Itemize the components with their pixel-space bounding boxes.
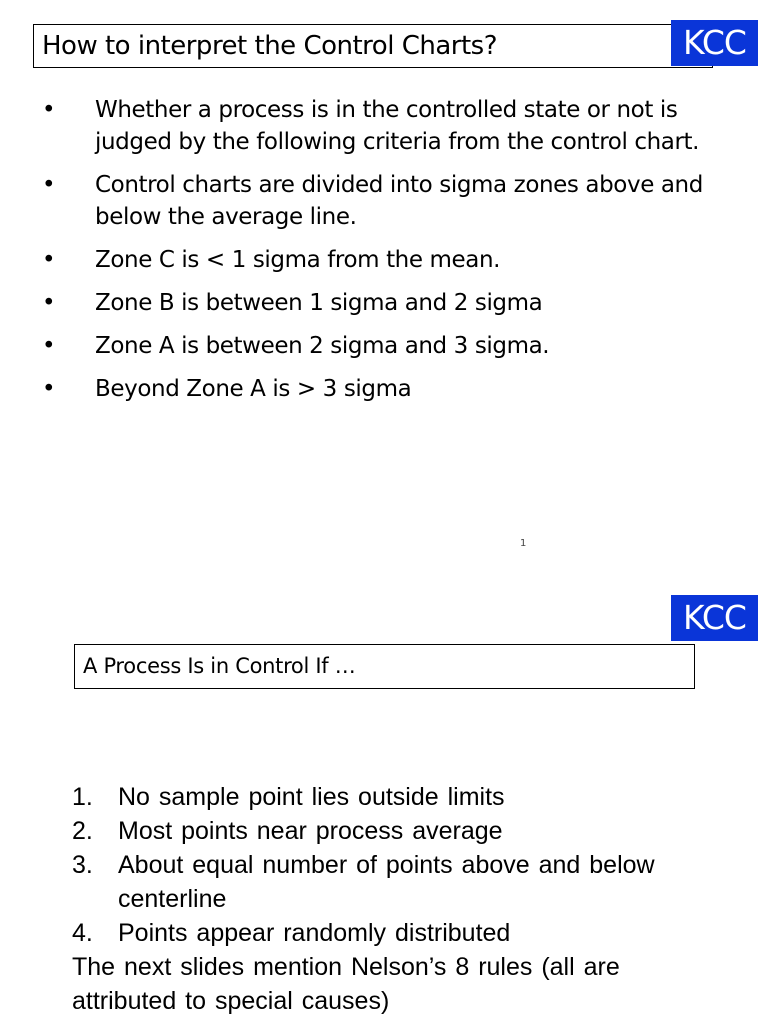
bullet-icon: • (42, 247, 56, 273)
list-item (40, 373, 740, 405)
kcc-logo: KCC (671, 595, 758, 641)
bullet-text: Control charts are divided into sigma zones above and below the average line. (95, 172, 703, 230)
slide-1-title: How to interpret the Control Charts? (33, 24, 713, 68)
list-item (40, 330, 740, 362)
bullet-icon: • (42, 290, 56, 316)
nelson-rules-note: The next slides mention Nelson’s 8 rules (all are attributed to special causes) (72, 953, 620, 1015)
page-number: 1 (520, 538, 527, 549)
rule-number: 2. (72, 817, 93, 845)
slide-2-title: A Process Is in Control If … (74, 644, 695, 689)
list-item (72, 780, 692, 814)
bullet-text: Zone B is between 1 sigma and 2 sigma (95, 290, 543, 316)
rule-text: About equal number of points above and below centerline (118, 851, 655, 913)
list-item (72, 848, 692, 916)
bullet-text: Zone C is < 1 sigma from the mean. (95, 247, 501, 273)
bullet-icon: • (42, 97, 56, 123)
bullet-icon: • (42, 376, 56, 402)
bullet-text: Beyond Zone A is > 3 sigma (95, 376, 412, 402)
rule-number: 1. (72, 783, 93, 811)
slide-2 (0, 580, 768, 1024)
list-item (40, 287, 740, 319)
rule-number: 3. (72, 851, 93, 879)
bullet-icon: • (42, 333, 56, 359)
rule-text: Most points near process average (118, 817, 503, 845)
rule-number: 4. (72, 919, 93, 947)
list-item (40, 244, 740, 276)
list-item (72, 916, 692, 950)
rule-text: No sample point lies outside limits (118, 783, 505, 811)
bullet-text: Whether a process is in the controlled state or not is judged by the following criteria from the control chart. (95, 97, 700, 155)
list-item (40, 169, 740, 233)
list-item (40, 94, 740, 158)
rule-text: Points appear randomly distributed (118, 919, 511, 947)
bullet-text: Zone A is between 2 sigma and 3 sigma. (95, 333, 550, 359)
list-item (72, 814, 692, 848)
kcc-logo: KCC (671, 20, 758, 66)
bullet-list (40, 94, 740, 416)
bullet-icon: • (42, 172, 56, 198)
control-rules-list (72, 780, 692, 950)
